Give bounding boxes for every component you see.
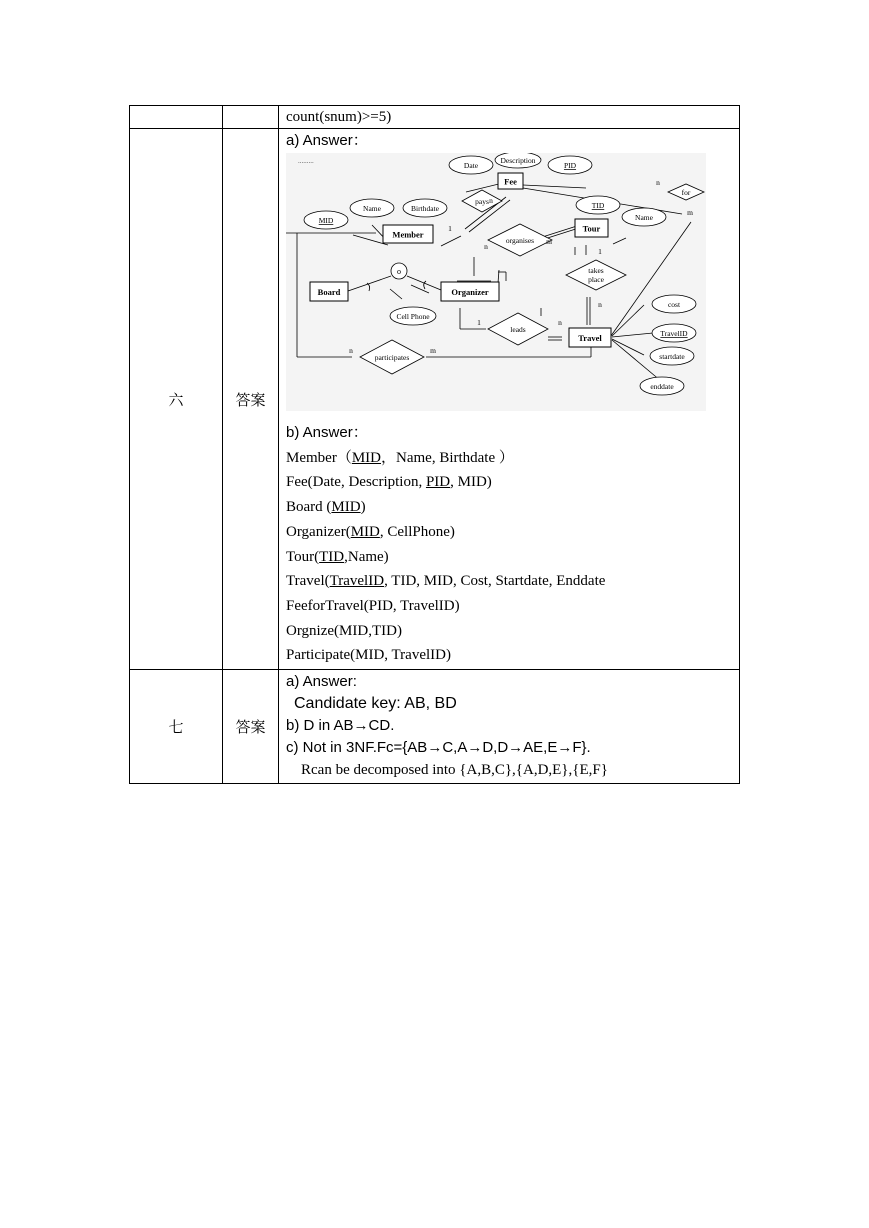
a-answer-heading: a) Answer： (286, 132, 368, 149)
card-organises-n: n (484, 242, 488, 251)
schema-travel: Travel(TravelID, TID, MID, Cost, Startdate, Enddate (286, 573, 606, 590)
query-fragment: count(snum)>=5) (286, 109, 392, 125)
rel-leads-label: leads (510, 325, 526, 334)
cell-content (279, 106, 740, 129)
decomposition: Rcan be decomposed into {A,B,C},{A,D,E},{E,F} (301, 762, 608, 778)
table-row (130, 129, 740, 670)
card-pays-fee: n (489, 196, 493, 205)
arrow-icon: → (427, 739, 443, 756)
attr-name-member-label: Name (363, 204, 381, 213)
card-leads-1: 1 (477, 318, 481, 327)
schema-member: Member（MID，Name, Birthdate ） (286, 449, 514, 466)
entity-member-label: Member (392, 229, 424, 240)
entity-tour-label: Tour (582, 223, 601, 234)
card-organises-m: m (546, 237, 552, 246)
card-for-travel: m (687, 208, 693, 217)
schema-orgnize: Orgnize(MID,TID) (286, 622, 402, 639)
rel-organises-label: organises (505, 236, 535, 245)
rel-pays-label: pays (475, 197, 489, 206)
arrow-icon: → (508, 739, 524, 756)
candidate-key: Candidate key: AB, BD (294, 695, 457, 712)
schema-fee: Fee(Date, Description, PID, MID) (286, 474, 492, 491)
b-answer: b) D in AB→CD. (286, 717, 395, 734)
entity-organizer-label: Organizer (451, 287, 489, 297)
rel-participates-label: participates (374, 353, 410, 362)
scribble-text: ......... (298, 157, 314, 165)
attr-name-tour-label: Name (635, 213, 653, 222)
rel-takes-label: takes (588, 266, 604, 275)
attr-tid-label: TID (591, 201, 605, 210)
card-participates-n: n (349, 346, 353, 355)
schema-board: Board (MID) (286, 499, 366, 516)
rel-place-label: place (588, 275, 604, 284)
attr-description-label: Description (500, 156, 536, 165)
arrow-icon: → (353, 717, 369, 734)
attr-date-label: Date (463, 161, 479, 170)
schema-participate: Participate(MID, TravelID) (286, 647, 451, 664)
cell-empty (130, 106, 223, 129)
entity-fee-label: Fee (504, 176, 517, 187)
card-pays-member: 1 (448, 224, 452, 233)
entity-board-label: Board (317, 287, 341, 297)
c-answer: c) Not in 3NF.Fc={AB→C,A→D,D→AE,E→F}. (286, 739, 591, 756)
question-number: 六 (130, 129, 223, 670)
schema-feefortravel: FeeforTravel(PID, TravelID) (286, 597, 460, 614)
cell-content (279, 670, 740, 784)
a-answer-heading: a) Answer: (286, 673, 357, 690)
rel-for-label: for (681, 188, 691, 197)
table-row (130, 106, 740, 129)
card-takes-place-n: n (598, 300, 602, 309)
cell-empty (223, 106, 279, 129)
arrow-icon: → (557, 739, 573, 756)
schema-organizer: Organizer(MID, CellPhone) (286, 523, 455, 540)
attr-cost-label: cost (667, 300, 681, 309)
question-number: 七 (130, 670, 223, 784)
cell-content (279, 129, 740, 670)
attr-travelid-label: TravelID (660, 329, 688, 338)
entity-travel-label: Travel (578, 333, 602, 343)
b-answer-heading: b) Answer： (286, 424, 368, 441)
answer-label: 答案 (223, 129, 279, 670)
card-takes-place-1: 1 (598, 247, 602, 256)
answer-label: 答案 (223, 670, 279, 784)
isa-label: o (397, 267, 401, 276)
attr-pid-label: PID (563, 161, 577, 170)
attr-mid-label: MID (318, 216, 334, 225)
er-diagram (286, 153, 706, 411)
card-participates-m: m (430, 346, 436, 355)
attr-startdate-label: startdate (659, 352, 685, 361)
card-fee-for: n (656, 178, 660, 187)
schema-tour: Tour(TID,Name) (286, 548, 389, 565)
attr-birthdate-label: Birthdate (411, 204, 439, 213)
card-leads-n: n (558, 318, 562, 327)
attr-enddate-label: enddate (650, 382, 674, 391)
table-row (130, 670, 740, 784)
attr-cellphone-label: Cell Phone (396, 312, 430, 321)
arrow-icon: → (467, 739, 483, 756)
answer-table (129, 105, 740, 784)
